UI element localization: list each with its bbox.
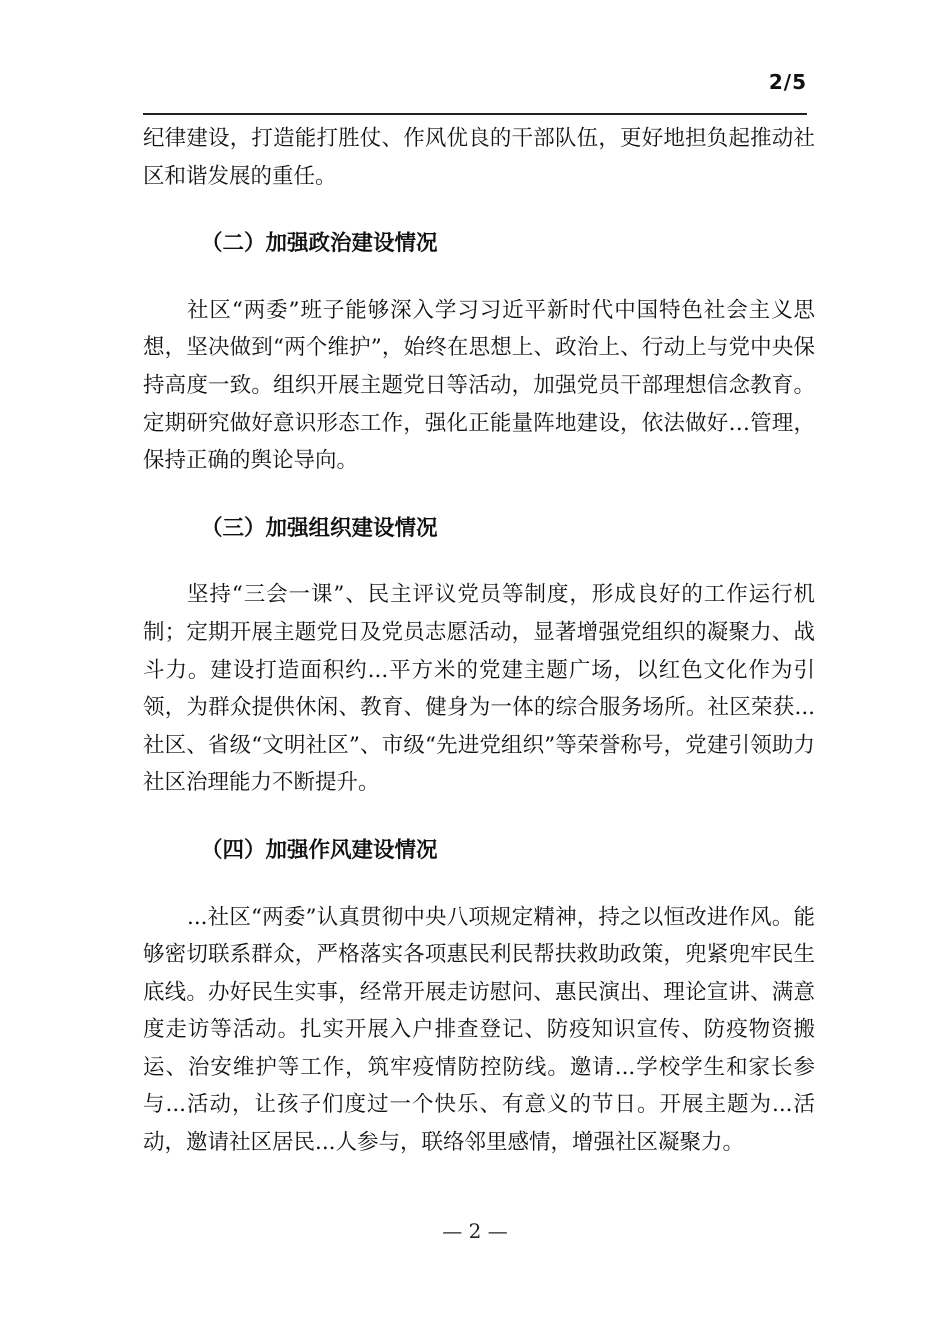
page-counter: 2/5 — [768, 70, 807, 94]
document-body — [143, 120, 815, 1162]
paragraph-organization: 坚持“三会一课”、民主评议党员等制度，形成良好的工作运行机制；定期开展主题党日及党员志愿活动，显著增强党组织的凝聚力、战斗力。建设打造面积约...平方米的党建主题广场，以红色文化作为引领，为群众提供休闲、教育、健身为一体的综合服务场所。社区荣获...社区、省级“文明社区”、市级“先进党组织”等荣誉称号，党建引领助力社区治理能力不断提升。 — [143, 582, 815, 796]
paragraph-political: 社区“两委”班子能够深入学习习近平新时代中国特色社会主义思想，坚决做到“两个维护”，始终在思想上、政治上、行动上与党中央保持高度一致。组织开展主题党日等活动，加强党员干部理想信念教育。定期研究做好意识形态工作，强化正能量阵地建设，依法做好…管理，保持正确的舆论导向。 — [143, 297, 815, 474]
paragraph-conduct: ...社区“两委”认真贯彻中央八项规定精神，持之以恒改进作风。能够密切联系群众，严格落实各项惠民利民帮扶救助政策，兜紧兜牢民生底线。办好民生实事，经常开展走访慰问、惠民演出、理论宣讲、满意度走访等活动。扎实开展入户排查登记、防疫知识宣传、防疫物资搬运、治安维护等工作，筑牢疫情防控防线。邀请...学校学生和家长参与...活动，让孩子们度过一个快乐、有意义的节日。开展主题为...活动，邀请社区居民...人参与，联络邻里感情，增强社区凝聚力。 — [143, 904, 815, 1156]
section-heading-conduct: （四）加强作风建设情况 — [201, 837, 438, 863]
paragraph-continued: 纪律建设，打造能打胜仗、作风优良的干部队伍，更好地担负起推动社区和谐发展的重任。 — [143, 126, 815, 189]
page-number-footer: — 2 — — [442, 1219, 508, 1243]
section-heading-political: （二）加强政治建设情况 — [201, 231, 438, 257]
section-heading-organization: （三）加强组织建设情况 — [201, 515, 438, 541]
header-rule — [143, 113, 807, 115]
